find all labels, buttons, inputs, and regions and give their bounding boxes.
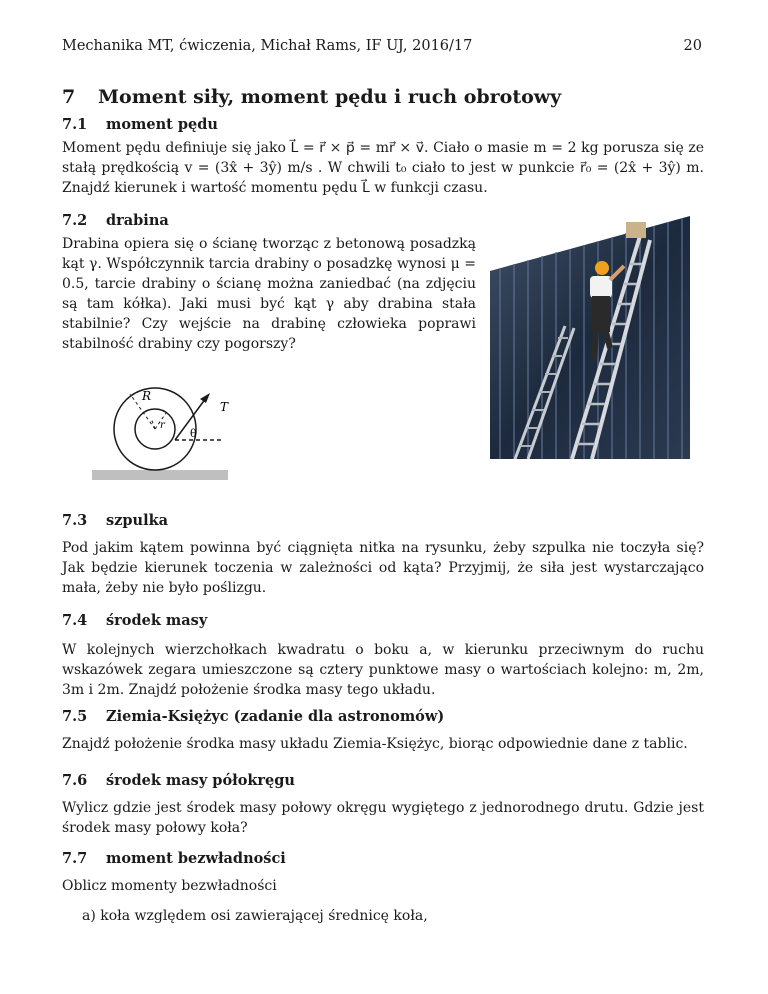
label-R: R	[142, 389, 152, 403]
ladder-photo	[490, 216, 690, 459]
subsection-number: 7.6	[62, 772, 88, 789]
section-number: 7	[62, 86, 76, 108]
subsection-number: 7.1	[62, 116, 88, 133]
subsection-heading-7-7	[62, 850, 286, 867]
subsection-heading-7-6	[62, 772, 295, 789]
paragraph-7-4: W kolejnych wierzchołkach kwadratu o boku a, w kierunku przeciwnym do ruchu wskazówek zegara umieszczone są cztery punktowe masy o wartościach kolejno: m, 2m, 3m i 2m. Znajdź położenie środka masy tego układu.	[62, 642, 704, 698]
label-T: T	[220, 400, 229, 414]
subsection-title: moment pędu	[106, 116, 218, 133]
subsection-title: szpulka	[106, 512, 169, 529]
paragraph-7-5: Znajdź położenie środka masy układu Ziemia-Księżyc, biorąc odpowiednie dane z tablic.	[62, 736, 688, 752]
subsection-number: 7.5	[62, 708, 88, 725]
paragraph-7-2: Drabina opiera się o ścianę tworząc z betonową posadzką kąt γ. Współczynnik tarcia drabiny o posadzkę wynosi μ = 0.5, tarcie drabiny o ścianę można zaniedbać (na zdjęciu są tam kółka). Jaki musi być kąt γ aby drabina stała stabilnie? Czy wejście na drabinę człowieka poprawi stabilność drabiny czy pogorszy?	[62, 236, 476, 352]
label-theta: θ	[190, 427, 197, 440]
header-text: Mechanika MT, ćwiczenia, Michał Rams, IF UJ, 2016/17	[62, 38, 473, 54]
subsection-heading-7-5	[62, 708, 444, 725]
section-title: Moment siły, moment pędu i ruch obrotowy	[98, 86, 562, 108]
paragraph-7-1: Moment pędu definiuje się jako L⃗ = r⃗ × p⃗ = mr⃗ × v⃗. Ciało o masie m = 2 kg porusza się ze stałą prędkością v = (3x̂ + 3ŷ) m/s . W chwili t₀ ciało to jest w punkcie r⃗₀ = (2x̂ + 3ŷ) m. Znajdź kierunek i wartość momentu pędu L⃗ w funkcji czasu.	[62, 140, 704, 196]
subsection-number: 7.7	[62, 850, 88, 867]
subsection-heading-7-4	[62, 612, 207, 629]
section-heading	[62, 86, 561, 108]
running-header	[62, 38, 702, 54]
label-r: r	[160, 420, 165, 431]
subsection-title: moment bezwładności	[106, 850, 286, 867]
paragraph-7-7: Oblicz momenty bezwładności	[62, 878, 277, 894]
subsection-title: Ziemia-Księżyc (zadanie dla astronomów)	[106, 708, 445, 725]
subsection-number: 7.4	[62, 612, 88, 629]
subsection-heading-7-2	[62, 212, 169, 229]
subsection-heading-7-1	[62, 116, 218, 133]
ground-surface	[92, 470, 228, 480]
paragraph-7-3: Pod jakim kątem powinna być ciągnięta nitka na rysunku, żeby szpulka nie toczyła się? Jak będzie kierunek toczenia w zależności od kąta? Przyjmij, że siła jest wystarczająco mała, żeby nie było poślizgu.	[62, 540, 704, 596]
force-arrowhead	[200, 393, 210, 403]
page-number: 20	[683, 38, 702, 54]
subsection-number: 7.2	[62, 212, 88, 229]
paragraph-7-6: Wylicz gdzie jest środek masy połowy okręgu wygiętego z jednorodnego drutu. Gdzie jest środek masy połowy koła?	[62, 800, 704, 836]
subsection-heading-7-3	[62, 512, 168, 529]
subsection-title: środek masy	[106, 612, 208, 629]
spool-diagram	[92, 380, 232, 490]
subsection-title: drabina	[106, 212, 169, 229]
subsection-title: środek masy półokręgu	[106, 772, 295, 789]
list-item-a: a) koła względem osi zawierającej średnicę koła,	[82, 908, 428, 924]
subsection-number: 7.3	[62, 512, 88, 529]
